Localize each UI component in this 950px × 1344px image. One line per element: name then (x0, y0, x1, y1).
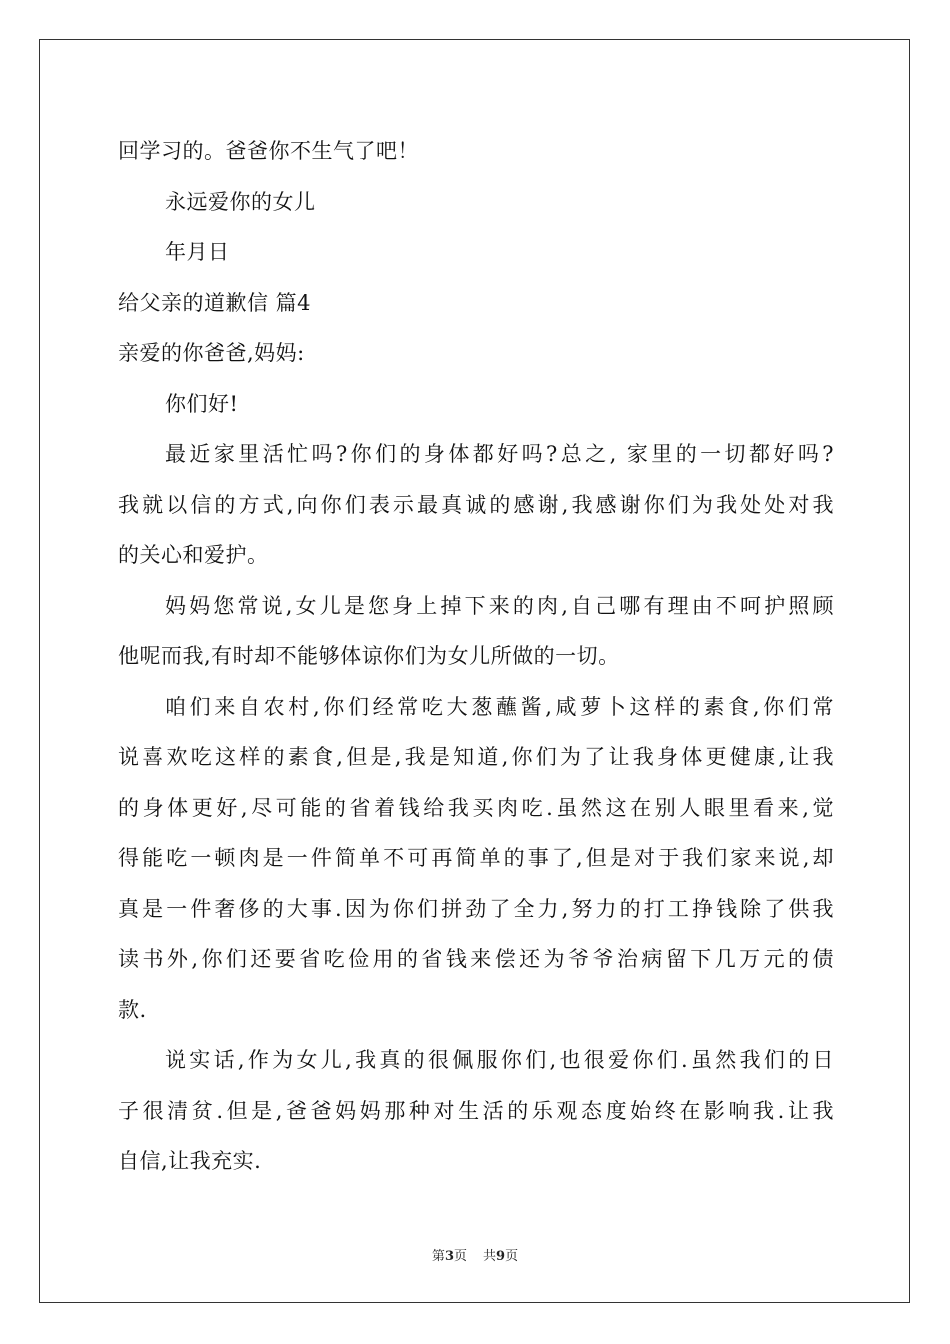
paragraph-line: 自信,让我充实. (118, 1149, 262, 1173)
section-title: 给父亲的道歉信 篇4 (118, 290, 312, 315)
page-suffix: 页 (453, 1249, 467, 1264)
paragraph-line: 我就以信的方式,向你们表示最真诚的感谢,我感谢你们为我处处对我 (118, 492, 834, 517)
paragraph-line: 真是一件奢侈的大事.因为你们拼劲了全力,努力的打工挣钱除了供我 (118, 896, 834, 921)
total-pages: 9 (496, 1249, 506, 1264)
paragraph-line: 的身体更好,尽可能的省着钱给我买肉吃.虽然这在别人眼里看来,觉 (118, 795, 834, 820)
page-number: 3 (444, 1249, 454, 1264)
greeting: 你们好! (165, 391, 239, 416)
letter-line: 回学习的。爸爸你不生气了吧！ (118, 139, 419, 163)
paragraph-line: 妈妈您常说,女儿是您身上掉下来的肉,自己哪有理由不呵护照顾 (165, 593, 834, 618)
date-line: 年月日 (165, 240, 230, 264)
paragraph-line: 的关心和爱护。 (118, 543, 269, 567)
total-prefix: 共 (483, 1249, 497, 1264)
paragraph-line: 说实话,作为女儿,我真的很佩服你们,也很爱你们.虽然我们的日 (165, 1048, 834, 1072)
paragraph-line: 得能吃一顿肉是一件简单不可再简单的事了,但是对于我们家来说,却 (118, 846, 834, 870)
paragraph-line: 他呢而我,有时却不能够体谅你们为女儿所做的一切。 (118, 644, 620, 668)
paragraph-line: 读书外,你们还要省吃俭用的省钱来偿还为爷爷治病留下几万元的债 (118, 947, 834, 971)
paragraph-line: 款. (118, 997, 147, 1022)
paragraph-line: 最近家里活忙吗?你们的身体都好吗?总之, 家里的一切都好吗? (165, 442, 834, 466)
paragraph-line: 说喜欢吃这样的素食,但是,我是知道,你们为了让我身体更健康,让我 (118, 745, 834, 769)
document-body (118, 126, 834, 1187)
signature-line: 永远爱你的女儿 (165, 189, 316, 214)
page-footer (0, 1249, 950, 1265)
page-prefix: 第 (431, 1249, 445, 1264)
total-suffix: 页 (505, 1249, 519, 1264)
paragraph-line: 子很清贫.但是,爸爸妈妈那种对生活的乐观态度始终在影响我.让我 (118, 1098, 834, 1123)
paragraph-line: 咱们来自农村,你们经常吃大葱蘸酱,咸萝卜这样的素食,你们常 (165, 694, 834, 719)
salutation: 亲爱的你爸爸,妈妈: (118, 341, 305, 365)
